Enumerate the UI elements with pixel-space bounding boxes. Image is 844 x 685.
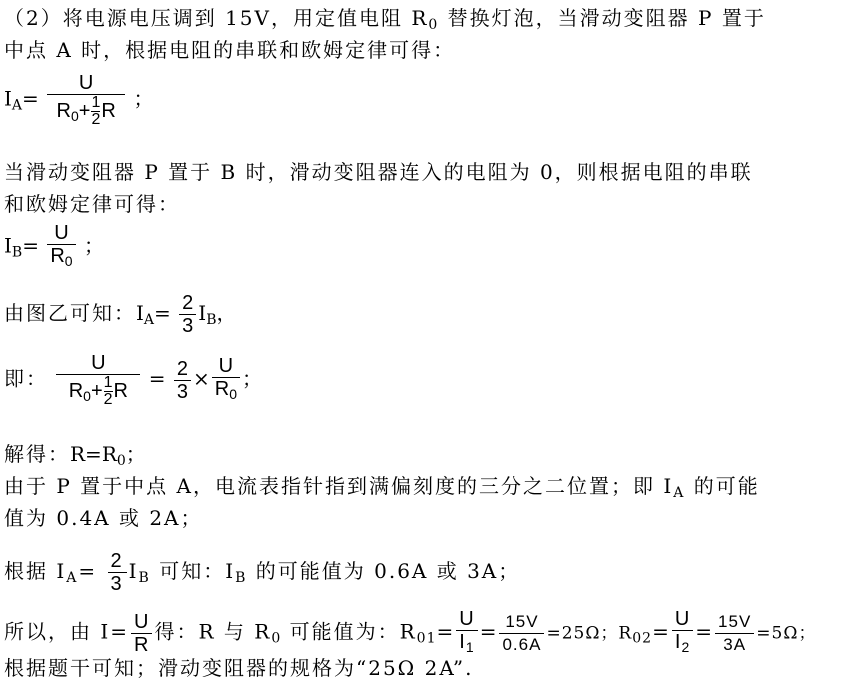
fraction — [47, 72, 125, 128]
equals: = — [22, 233, 39, 258]
paragraph-line-2 — [4, 38, 455, 62]
fraction-u-i1 — [456, 608, 477, 658]
semicolon: ； — [125, 442, 146, 466]
text: =5Ω； — [756, 623, 817, 644]
prefix: 所以，由 I= — [4, 619, 130, 644]
fraction — [47, 222, 75, 272]
half-num: 1 — [103, 374, 113, 391]
times: × — [192, 366, 210, 391]
semicolon: ； — [241, 366, 262, 391]
subscript: 01 — [416, 630, 437, 647]
fraction — [179, 292, 196, 337]
text: 可知：I — [150, 559, 236, 583]
paragraph-3-line-2 — [4, 506, 203, 530]
denominator — [47, 245, 75, 272]
equation-combined — [4, 352, 262, 408]
den-sub: 0 — [229, 386, 237, 402]
text: R=R — [70, 442, 117, 466]
fraction-15v-06a — [499, 611, 544, 656]
denominator — [212, 378, 240, 405]
denominator — [456, 631, 477, 658]
equation-ia — [4, 72, 154, 128]
prefix: 即： — [4, 366, 48, 391]
fraction-main — [56, 352, 140, 408]
paragraph-2-line-2 — [4, 192, 180, 216]
text: =25Ω；R — [546, 623, 633, 644]
prefix: 根据 — [4, 559, 57, 583]
den-r: R — [50, 245, 65, 267]
half-fraction — [91, 95, 100, 128]
solve-line — [4, 442, 146, 473]
text: （2）将电源电压调到 15V，用定值电阻 R — [4, 6, 429, 30]
subscript: 02 — [632, 630, 653, 647]
text: 和欧姆定律可得： — [4, 192, 180, 216]
paragraph-line-1 — [4, 6, 766, 37]
text: 当滑动变阻器 P 置于 B 时，滑动变阻器连入的电阻为 0，则根据电阻的串联 — [4, 160, 753, 184]
text: 根据题干可知；滑动变阻器的规格为“25Ω 2A”. — [4, 656, 474, 680]
fraction-u-i2 — [672, 608, 693, 658]
numerator: U — [78, 72, 94, 94]
den-i: I — [674, 631, 682, 653]
denominator: 3 — [182, 315, 194, 337]
equation-ib-values — [4, 550, 520, 595]
numerator: U — [459, 608, 475, 630]
fraction-u-r0 — [212, 355, 240, 405]
den-r2: R — [101, 99, 116, 122]
semicolon: ； — [83, 233, 104, 258]
equals: = — [695, 619, 714, 644]
den-r: R — [56, 99, 71, 122]
rhs-subscript: B — [206, 312, 217, 328]
text: 可能值为：R — [281, 619, 417, 644]
denominator: 3A — [723, 634, 747, 654]
den-i: I — [459, 631, 466, 653]
rhs-subscript: B — [138, 570, 151, 586]
denominator — [672, 631, 693, 658]
text: 的可能 — [693, 474, 760, 498]
numerator: U — [134, 610, 150, 633]
text: 的可能值为 0.6A 或 3A； — [247, 559, 521, 583]
denominator: 3 — [176, 380, 188, 403]
rhs: I — [128, 559, 139, 583]
half-num: 1 — [91, 94, 101, 111]
numerator: 2 — [110, 550, 124, 572]
equals: = — [652, 619, 670, 644]
half-den: 2 — [91, 111, 101, 128]
lhs-subscript: B — [11, 244, 23, 261]
den-sub: 1 — [465, 639, 475, 655]
den-sub: 0 — [64, 253, 73, 269]
fraction-two-thirds — [174, 358, 191, 403]
equation-ib — [4, 222, 104, 272]
numerator: U — [218, 355, 234, 377]
denominator — [54, 95, 119, 128]
numerator: 2 — [176, 357, 188, 380]
equals: = — [148, 366, 166, 391]
den-r2: R — [113, 379, 128, 402]
equals: = — [154, 301, 171, 325]
fraction — [108, 550, 127, 595]
numerator: U — [674, 608, 691, 630]
half-fraction — [104, 375, 113, 408]
equals: = — [22, 86, 39, 111]
lhs: I — [136, 301, 144, 325]
subscript: 0 — [116, 453, 126, 469]
plus: + — [90, 379, 103, 402]
prefix: 由图乙可知： — [4, 301, 136, 325]
numerator: 15V — [718, 611, 752, 631]
numerator: 15V — [505, 611, 539, 631]
numerator: U — [91, 352, 106, 374]
final-line — [4, 656, 473, 680]
lhs: I — [56, 559, 67, 583]
lhs-subscript: A — [11, 97, 23, 114]
denominator — [66, 375, 131, 408]
equals: = — [78, 559, 98, 583]
equation-resistances — [4, 608, 816, 658]
paragraph-2-line-1 — [4, 160, 753, 184]
paragraph-3-line-1 — [4, 474, 760, 505]
half-den: 2 — [103, 391, 113, 408]
denominator: 0.6A — [502, 634, 542, 654]
equals: = — [479, 619, 498, 644]
numerator: U — [54, 222, 69, 244]
text: 得：R 与 R — [154, 619, 272, 644]
fraction-u-r — [131, 611, 152, 656]
den-r: R — [214, 378, 230, 400]
text: 替换灯泡，当滑动变阻器 P 置于 — [447, 6, 766, 30]
denominator: 3 — [110, 573, 124, 595]
lhs: I — [4, 233, 12, 258]
semicolon: ； — [133, 86, 154, 111]
equals: = — [436, 619, 455, 644]
prefix: 解得： — [4, 442, 70, 466]
lhs-subscript: A — [143, 312, 155, 328]
den-r: R — [68, 379, 84, 402]
subscript: A — [673, 485, 686, 501]
text: 中点 A 时，根据电阻的串联和欧姆定律可得： — [4, 38, 456, 62]
rhs: I — [198, 301, 207, 325]
lhs: I — [4, 86, 12, 111]
den-sub: 0 — [83, 387, 91, 404]
subscript: 0 — [428, 17, 440, 33]
subscript: B — [235, 570, 248, 586]
plus: + — [78, 99, 91, 122]
comma: ， — [216, 301, 237, 325]
text: 值为 0.4A 或 2A； — [4, 506, 203, 530]
fraction-15v-3a — [715, 611, 754, 656]
text: 由于 P 置于中点 A，电流表指针指到满偏刻度的三分之二位置；即 I — [4, 474, 674, 498]
denominator: R — [134, 633, 150, 656]
equation-ratio — [4, 292, 236, 337]
den-sub: 0 — [70, 107, 79, 124]
den-sub: 2 — [681, 639, 691, 655]
numerator: 2 — [182, 292, 194, 314]
lhs-subscript: A — [66, 570, 79, 586]
subscript: 0 — [271, 630, 282, 647]
